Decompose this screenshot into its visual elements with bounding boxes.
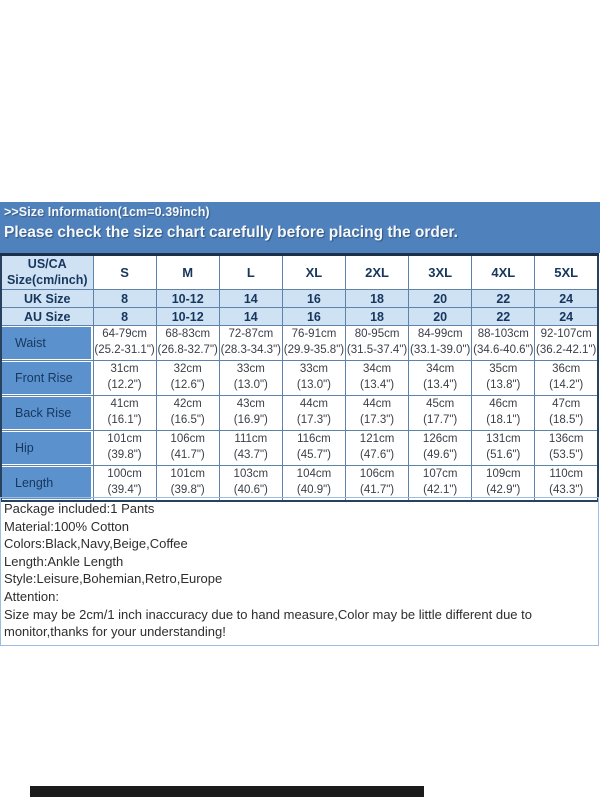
size-info-banner [0, 202, 600, 253]
measure-cell: 41cm (16.1") [93, 396, 156, 431]
banner-subtitle: Please check the size chart carefully before placing the order. [4, 224, 458, 241]
measure-cell: 116cm (45.7") [282, 431, 345, 466]
au-size-cell: 16 [282, 308, 345, 326]
measure-cell: 76-91cm (29.9-35.8") [282, 326, 345, 361]
measure-cell: 44cm (17.3") [346, 396, 409, 431]
uk-size-cell: 20 [409, 290, 472, 308]
length-label-cell [1, 466, 93, 502]
measure-cell: 34cm (13.4") [409, 361, 472, 396]
colors-line: Colors:Black,Navy,Beige,Coffee [4, 536, 188, 552]
measure-cell: 33cm (13.0") [219, 361, 282, 396]
uk-size-cell: 16 [282, 290, 345, 308]
measure-cell: 106cm (41.7") [156, 431, 219, 466]
material-line: Material:100% Cotton [4, 518, 130, 534]
row-label: Waist [2, 327, 91, 359]
back-rise-label-cell [1, 396, 93, 431]
uk-size-row [1, 290, 598, 308]
measure-cell: 110cm (43.3") [535, 466, 598, 502]
product-details-box [0, 497, 599, 646]
measure-cell: 126cm (49.6") [409, 431, 472, 466]
waist-label-cell [1, 326, 93, 361]
au-size-cell: 18 [346, 308, 409, 326]
measure-cell: 111cm (43.7") [219, 431, 282, 466]
measure-cell: 68-83cm (26.8-32.7") [156, 326, 219, 361]
uk-size-cell: 14 [219, 290, 282, 308]
measure-cell: 121cm (47.6") [346, 431, 409, 466]
uk-size-cell: 24 [535, 290, 598, 308]
uk-size-cell: 10-12 [156, 290, 219, 308]
size-col-s: S [93, 255, 156, 290]
measure-cell: 103cm (40.6") [219, 466, 282, 502]
measure-cell: 84-99cm (33.1-39.0") [409, 326, 472, 361]
package-line: Package included:1 Pants [4, 501, 155, 516]
au-size-cell: 22 [472, 308, 535, 326]
measure-cell: 80-95cm (31.5-37.4") [346, 326, 409, 361]
row-label: Front Rise [2, 362, 91, 394]
size-col-l: L [219, 255, 282, 290]
measure-cell: 64-79cm (25.2-31.1") [93, 326, 156, 361]
au-size-cell: 10-12 [156, 308, 219, 326]
au-size-cell: 24 [535, 308, 598, 326]
measure-cell: 44cm (17.3") [282, 396, 345, 431]
measure-cell: 104cm (40.9") [282, 466, 345, 502]
row-label: Hip [2, 432, 91, 464]
measure-cell: 101cm (39.8") [93, 431, 156, 466]
row-label: Length [2, 467, 91, 499]
size-col-3xl: 3XL [409, 255, 472, 290]
back-rise-row [1, 396, 598, 431]
measure-cell: 72-87cm (28.3-34.3") [219, 326, 282, 361]
measure-cell: 33cm (13.0") [282, 361, 345, 396]
measure-cell: 35cm (13.8") [472, 361, 535, 396]
uk-size-label: UK Size [1, 290, 93, 308]
measure-cell: 47cm (18.5") [535, 396, 598, 431]
measure-cell: 32cm (12.6") [156, 361, 219, 396]
measure-cell: 43cm (16.9") [219, 396, 282, 431]
measure-cell: 31cm (12.2") [93, 361, 156, 396]
uk-size-cell: 18 [346, 290, 409, 308]
length-row [1, 466, 598, 502]
size-col-m: M [156, 255, 219, 290]
hip-row [1, 431, 598, 466]
au-size-row [1, 308, 598, 326]
uk-size-cell: 22 [472, 290, 535, 308]
measure-cell: 88-103cm (34.6-40.6") [472, 326, 535, 361]
au-size-label: AU Size [1, 308, 93, 326]
measure-cell: 101cm (39.8") [156, 466, 219, 502]
banner-title: >>Size Information(1cm=0.39inch) [4, 205, 210, 219]
measure-cell: 42cm (16.5") [156, 396, 219, 431]
disclaimer-line: Size may be 2cm/1 inch inaccuracy due to hand measure,Color may be little different due to monitor,thanks for your understanding! [4, 606, 532, 640]
measure-cell: 34cm (13.4") [346, 361, 409, 396]
measure-cell: 46cm (18.1") [472, 396, 535, 431]
size-col-xl: XL [282, 255, 345, 290]
cropped-photo-strip [30, 786, 424, 797]
measure-cell: 92-107cm (36.2-42.1") [535, 326, 598, 361]
corner-label: US/CA Size(cm/inch) [1, 255, 93, 290]
measure-cell: 106cm (41.7") [346, 466, 409, 502]
front-rise-row [1, 361, 598, 396]
row-label: Back Rise [2, 397, 91, 429]
attention-line: Attention: [4, 588, 59, 604]
measure-cell: 136cm (53.5") [535, 431, 598, 466]
au-size-cell: 8 [93, 308, 156, 326]
au-size-cell: 20 [409, 308, 472, 326]
size-col-4xl: 4XL [472, 255, 535, 290]
measure-cell: 109cm (42.9") [472, 466, 535, 502]
hip-label-cell [1, 431, 93, 466]
size-header-row [1, 255, 598, 290]
length-line: Length:Ankle Length [4, 553, 124, 569]
measure-cell: 100cm (39.4") [93, 466, 156, 502]
au-size-cell: 14 [219, 308, 282, 326]
size-col-2xl: 2XL [346, 255, 409, 290]
waist-row [1, 326, 598, 361]
uk-size-cell: 8 [93, 290, 156, 308]
size-col-5xl: 5XL [535, 255, 598, 290]
measure-cell: 107cm (42.1") [409, 466, 472, 502]
measure-cell: 36cm (14.2") [535, 361, 598, 396]
style-line: Style:Leisure,Bohemian,Retro,Europe [4, 571, 223, 587]
measure-cell: 45cm (17.7") [409, 396, 472, 431]
size-table [0, 253, 599, 502]
front-rise-label-cell [1, 361, 93, 396]
measure-cell: 131cm (51.6") [472, 431, 535, 466]
